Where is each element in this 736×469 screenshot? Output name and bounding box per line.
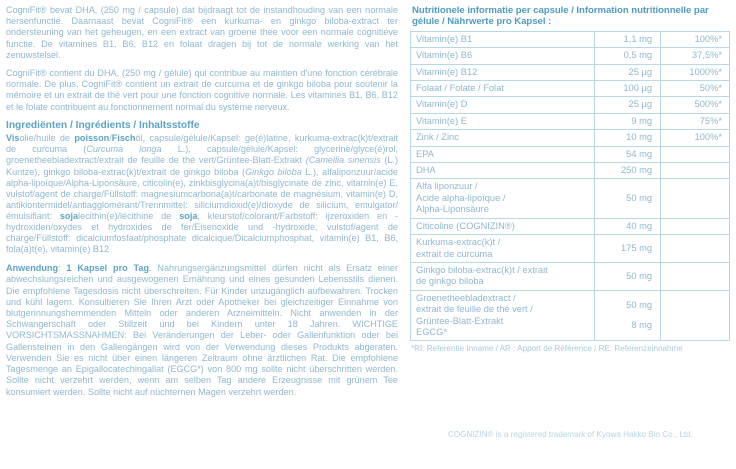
table-row [411, 163, 730, 179]
table-row [411, 31, 730, 47]
table-row [411, 146, 730, 162]
nutrient-ri-cell [661, 290, 730, 341]
usage-directions-text: Anwendung: 1 Kapsel pro Tag. Nahrungsergänzungsmittel dürfen nicht als Ersatz einer abwechslungsreichen und ausgewogenen Ernährung und eines gesunden Lebensstils dienen. Die empfohlene Tagesdosis nicht überschreiten. Für Kinder unzugänglich aufbewahren. Trocken und kühl lagern. Konsultieren Sie Ihren Arzt oder Apotheker bei gleichzeitiger Einnahme von blutgerinnungshemmenden Mitteln oder anderen Arzneimitteln. Nicht anwenden in der Schwangerschaft oder Stillzeit und bei Kindern unter 18 Jahren. WICHTIGE VORSICHTSMASSNAHMEN: Bei Veränderungen der Leber- oder Gallenfunktion oder bei Gallensteinen in den Gallengängen wird von der Verwendung dieses Produkts abgeraten. Verwenden Sie es nicht über einen längeren Zeitraum ohne ärztlichen Rat. Die empfohlene Tagesmenge an Epigallocatechingallat (EGCG*) von 800 mg sollte nicht überschritten werden. Sollte nicht verzehrt werden, wenn am selben Tag andere Erzeugnisse mit grünem Tee konsumiert werden. Sollte nicht auf nüchternen Magen verzehrt werden. [6, 263, 398, 397]
table-row [411, 64, 730, 80]
nutrient-name-cell: Vitamin(e) D [411, 97, 595, 113]
nutrient-ri-cell [661, 146, 730, 162]
nutrition-table-heading: Nutritionele informatie per capsule / Information nutritionnelle par gélule / Nährwerte pro Kapsel : [412, 5, 709, 28]
nutrient-ri-cell [661, 235, 730, 263]
table-row [411, 290, 730, 341]
nutrient-ri-cell [661, 218, 730, 234]
intro-paragraph-fr: CogniFit® contient du DHA, (250 mg / gélule) qui contribue au maintien d'une fonction cérébrale normale. De plus, CogniFit® contient un extrait de curcuma et de ginkgo biloba pour soutenir la mémoire et un extrait de thé vert pour une fonction cognitive normale. Les vitamines B1, B6, B12 et le folate contribuent au fonctionnement normal du système nerveux. [6, 68, 398, 112]
nutrient-name-cell: Ginkgo biloba-extrac(k)t / extrait de ginkgo biloba [411, 262, 595, 290]
nutrient-amount-cell: 25 µg [595, 64, 661, 80]
nutrient-amount-cell: 50 mg 8 mg [595, 290, 661, 341]
nutrient-amount-cell: 0,5 mg [595, 48, 661, 64]
nutrient-ri-cell: 1000%* [661, 64, 730, 80]
table-row [411, 97, 730, 113]
nutrient-name-cell: EPA [411, 146, 595, 162]
nutrient-name-cell: Vitamin(e) B6 [411, 48, 595, 64]
ingredients-heading: Ingrediënten / Ingrédients / Inhaltsstoffe [6, 119, 200, 131]
right-column [410, 5, 732, 354]
nutrient-name-cell: DHA [411, 163, 595, 179]
table-row [411, 130, 730, 146]
nutrient-amount-cell: 250 mg [595, 163, 661, 179]
nutrient-ri-cell [661, 179, 730, 218]
table-row [411, 81, 730, 97]
nutrient-amount-cell: 25 µg [595, 97, 661, 113]
nutrient-name-cell: Groenetheebladextract / extrait de feuille de thé vert / Grüntee-Blatt-Extrakt EGCG* [411, 290, 595, 341]
nutrient-name-cell: Vitamin(e) E [411, 113, 595, 129]
table-row [411, 262, 730, 290]
nutrient-name-cell: Folaat / Folate / Folat [411, 81, 595, 97]
nutrient-amount-cell: 100 µg [595, 81, 661, 97]
nutrient-name-cell: Alfa liponzuur / Acide alpha-lipoïque / Alpha-Liponsäure [411, 179, 595, 218]
nutrient-amount-cell: 40 mg [595, 218, 661, 234]
table-row [411, 179, 730, 218]
nutrient-name-cell: Vitamin(e) B12 [411, 64, 595, 80]
nutrient-name-cell: Zink / Zinc [411, 130, 595, 146]
nutrient-amount-cell: 50 mg [595, 179, 661, 218]
nutrient-amount-cell: 9 mg [595, 113, 661, 129]
nutrient-name-cell: Kurkuma-extrac(k)t / extrait de curcuma [411, 235, 595, 263]
nutrient-ri-cell: 100%* [661, 31, 730, 47]
intro-paragraph-nl: CogniFit® bevat DHA, (250 mg / capsule) dat bijdraagt tot de instandhouding van een normale hersenfunctie. Daarnaast bevat CogniFit® een kurkuma- en ginkgo biloba-extract ter ondersteuning van het geheugen, en een extract van groene thee voor een normale cognitieve functie. De vitamines B1, B6, B12 en folaat dragen bij tot de normale werking van het zenuwstelsel. [6, 5, 398, 60]
table-row [411, 218, 730, 234]
nutrient-amount-cell: 175 mg [595, 235, 661, 263]
table-row [411, 113, 730, 129]
nutrient-amount-cell: 1,1 mg [595, 31, 661, 47]
ingredients-text: Visolie/huile de poisson/Fischöl, capsule/gélule/Kapsel: ge(é)latine, kurkuma-extrac(k)t/extrait de curcuma (Curcuma longa L.), capsule/gélule/Kapsel: glycerine/glyce(é)rol, groenetheebladextract/extrait de feuille de thé vert/Grüntee-Blatt-Extrakt (Camellia sinensis (L.) Kuntze), ginkgo biloba-extrac(k)t/extrait de ginkgo biloba (Ginkgo biloba L.), alfaliponzuur/acide alpha-lipoïque/Alpha-Liponsäure, citicolin(e), zinkbisglycina(a)t/bisglycinate de zinc, vitamin(e) E, vulstof/agent de charge/Füllstoff: magnesiumcarbona(a)t/carbonate de magnésium, vitamin(e) D, antiklontermidel/antiagglomérant/Trennmittel: siliciumdioxid(e)/dioxyde de silicium, emulgator/émulsifiant: sojalecithin(e)/lécithine de soja, kleurstof/colorant/Farbstoff: ijzeroxiden en -hydroxiden/oxydes et hydroxides de fer/Eisenoxide und -hydroxide, vulstof/agent de charge/Füllstoff: dicalciumfosfaat/phosphate dicalcique/Dicalciumphosphat, vitamin(e) B1, B6, fola(a)t(e), vitamin(e) B12 [6, 133, 399, 255]
nutrient-ri-cell: 500%* [661, 97, 730, 113]
nutrient-amount-cell: 10 mg [595, 130, 661, 146]
nutrient-ri-cell [661, 163, 730, 179]
nutrient-ri-cell: 50%* [661, 81, 730, 97]
table-row [411, 235, 730, 263]
nutrient-ri-cell: 75%* [661, 113, 730, 129]
nutrient-name-cell: Citicoline (COGNIZIN®) [411, 218, 595, 234]
nutrient-amount-cell: 54 mg [595, 146, 661, 162]
nutrition-table-body [411, 31, 730, 341]
reference-intake-footnote: *RI: Referentie Inname / AR : Apport de Référence / RE: Referenzeinnahme [411, 344, 683, 354]
nutrition-facts-table [410, 31, 730, 342]
nutrient-ri-cell [661, 262, 730, 290]
nutrient-ri-cell: 37,5%* [661, 48, 730, 64]
left-column [6, 5, 398, 465]
nutrient-ri-cell: 100%* [661, 130, 730, 146]
nutrient-amount-cell: 50 mg [595, 262, 661, 290]
trademark-notice: COGNIZIN® is a registered trademark of Kyowa Hakko Bio Co., Ltd. [448, 430, 693, 439]
table-row [411, 48, 730, 64]
nutrient-name-cell: Vitamin(e) B1 [411, 31, 595, 47]
